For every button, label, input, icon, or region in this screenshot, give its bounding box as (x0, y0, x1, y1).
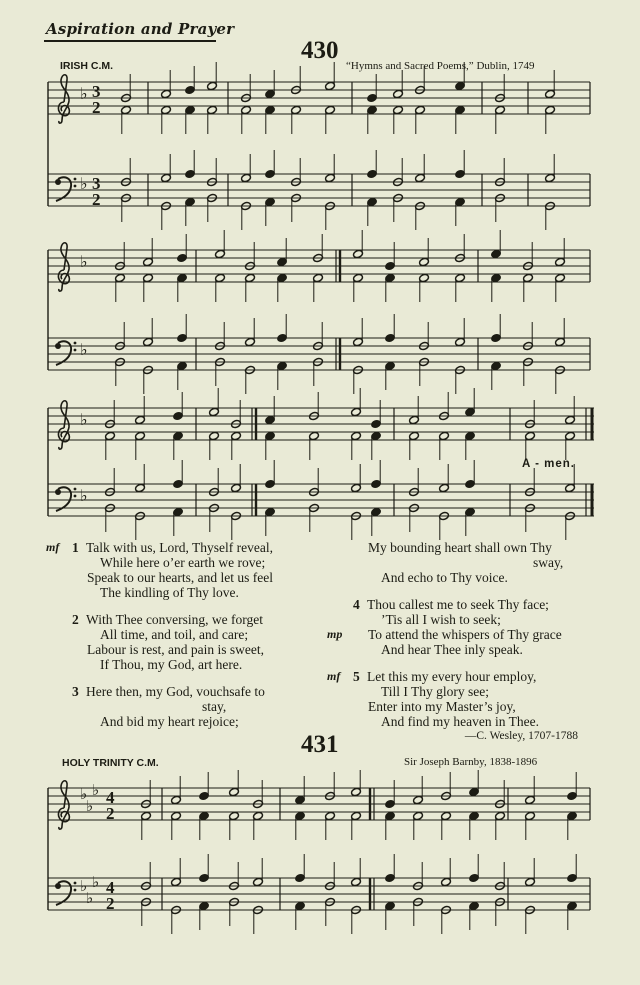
verse-5 (327, 669, 578, 742)
notes-hymn-431 (141, 770, 578, 934)
verse-column-right (327, 540, 578, 754)
verse-3 (72, 684, 273, 729)
bass-clef-icon (55, 177, 76, 511)
verse-line: stay, (202, 699, 227, 714)
verse-line: sway, (533, 555, 564, 570)
verse-line: Enter into my Master’s joy, (368, 699, 516, 714)
hymn-431-number: 431 (301, 731, 339, 758)
svg-text:3: 3 (92, 82, 101, 101)
svg-text:♭: ♭ (80, 252, 88, 271)
svg-text:♭: ♭ (86, 797, 94, 815)
verse-line: The kindling of Thy love. (100, 585, 239, 600)
svg-text:♭: ♭ (80, 84, 88, 103)
svg-text:♭: ♭ (80, 410, 88, 429)
svg-text:♭: ♭ (80, 486, 88, 505)
verse-4 (327, 597, 578, 657)
svg-text:♭: ♭ (80, 877, 88, 895)
verse-line: Labour is rest, and pain is sweet, (87, 642, 264, 657)
verse-column-left (46, 540, 274, 741)
verse-line: And hear Thee inly speak. (381, 642, 523, 657)
verse-line: While here o’er earth we rove; (100, 555, 266, 570)
verse-line: Here then, my God, vouchsafe to (86, 684, 265, 699)
verse-line: To attend the whispers of Thy grace (368, 627, 562, 642)
verse-number: 3 (72, 684, 79, 699)
svg-text:♭: ♭ (80, 174, 88, 193)
section-title: Aspiration and Prayer (46, 20, 235, 38)
amen-label: A - men. (522, 458, 575, 470)
svg-text:♭: ♭ (80, 340, 88, 359)
verse-line: Till I Thy glory see; (381, 684, 490, 699)
notes-hymn-430 (105, 62, 576, 540)
verse-line: And bid my heart rejoice; (100, 714, 239, 729)
time-signature-4-2 (106, 788, 115, 913)
svg-text:♭: ♭ (92, 873, 100, 891)
hymn-431-composer: Sir Joseph Barnby, 1838-1896 (404, 756, 538, 768)
flat-key-signature-icon (80, 781, 99, 907)
svg-text:♭: ♭ (80, 785, 88, 803)
svg-text:3: 3 (92, 174, 101, 193)
dynamic-mf: mf (327, 669, 341, 683)
bass-clef-icon (55, 881, 76, 905)
verse-line: My bounding heart shall own Thy (368, 540, 552, 555)
treble-clef-icon (58, 75, 69, 449)
svg-text:2: 2 (92, 98, 101, 117)
verse-line: All time, and toil, and care; (100, 627, 249, 642)
dynamic-mp: mp (327, 627, 343, 641)
hymn-431-score (0, 770, 640, 985)
verse-number: 5 (353, 669, 360, 684)
verse-3-continued (353, 540, 578, 585)
verse-number: 4 (353, 597, 360, 612)
verse-line: Speak to our hearts, and let us feel (87, 570, 273, 585)
author-attribution: —C. Wesley, 1707-1788 (464, 730, 578, 742)
verse-line: Talk with us, Lord, Thyself reveal, (86, 540, 274, 555)
flat-key-signature-icon (80, 84, 88, 505)
hymn-430-source: “Hymns and Sacred Poems,” Dublin, 1749 (346, 60, 535, 72)
svg-text:2: 2 (106, 804, 115, 823)
svg-text:♭: ♭ (86, 889, 94, 907)
svg-text:♭: ♭ (92, 781, 100, 799)
svg-text:4: 4 (106, 878, 115, 897)
verse-2 (72, 612, 273, 672)
hymn-430-tune-name: IRISH C.M. (60, 60, 114, 72)
verse-line: With Thee conversing, we forget (86, 612, 264, 627)
svg-text:2: 2 (106, 894, 115, 913)
svg-text:2: 2 (92, 190, 101, 209)
hymn-430-number: 430 (301, 37, 339, 64)
verse-line: Thou callest me to seek Thy face; (367, 597, 549, 612)
verse-line: And find my heaven in Thee. (381, 714, 539, 729)
time-signature-3-2 (92, 82, 101, 209)
svg-text:4: 4 (106, 788, 115, 807)
verse-line: Let this my every hour employ, (367, 669, 537, 684)
dynamic-mf: mf (46, 540, 60, 554)
verse-line: If Thou, my God, art here. (100, 657, 243, 672)
verse-number: 1 (72, 540, 79, 555)
hymn-431-tune-name: HOLY TRINITY C.M. (62, 757, 159, 769)
verse-line: ’Tis all I wish to seek; (381, 612, 501, 627)
verse-1 (46, 540, 274, 600)
verse-line: And echo to Thy voice. (381, 570, 508, 585)
verse-number: 2 (72, 612, 79, 627)
